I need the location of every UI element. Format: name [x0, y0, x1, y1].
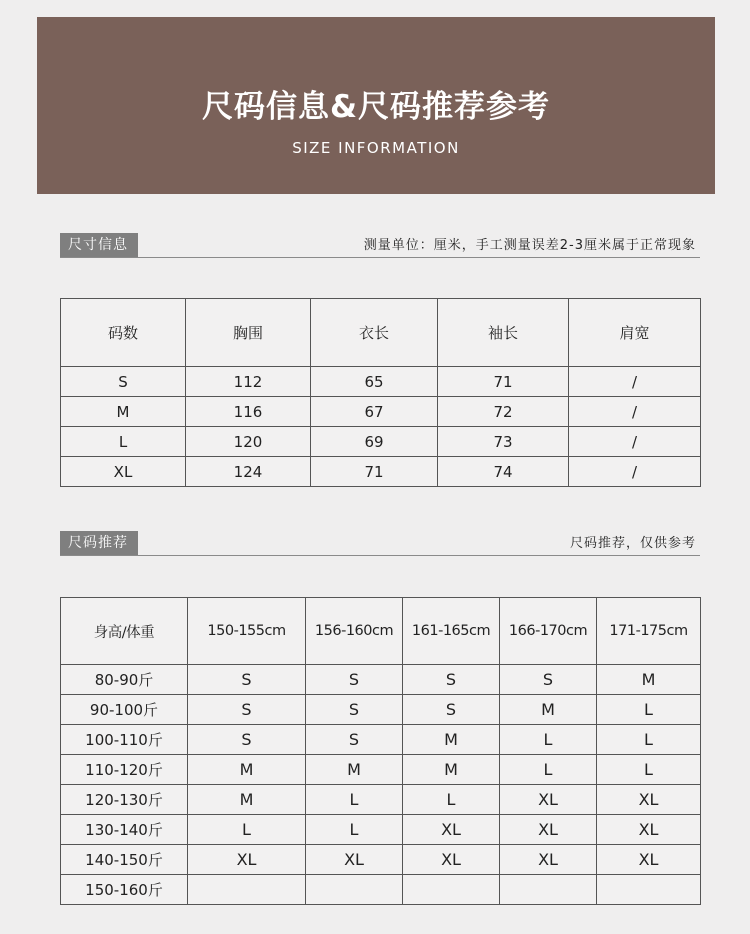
size-rec-row-label: 80-90斤 — [61, 665, 188, 695]
size-rec-cell — [403, 875, 500, 905]
size-rec-row-label: 150-160斤 — [61, 875, 188, 905]
size-info-cell: / — [569, 427, 701, 457]
size-rec-cell: M — [403, 755, 500, 785]
header-banner — [37, 17, 715, 194]
size-info-cell: / — [569, 397, 701, 427]
size-info-table — [60, 298, 701, 487]
size-info-cell: 116 — [186, 397, 311, 427]
size-info-row-label: M — [61, 397, 186, 427]
size-rec-tag: 尺码推荐 — [60, 531, 138, 555]
size-rec-cell: L — [500, 725, 597, 755]
size-info-cell: 72 — [438, 397, 569, 427]
size-info-header-cell: 袖长 — [438, 299, 569, 367]
size-rec-cell — [597, 875, 701, 905]
table-row — [61, 695, 701, 725]
page-subtitle: SIZE INFORMATION — [292, 139, 460, 157]
table-row — [61, 755, 701, 785]
size-info-row-label: S — [61, 367, 186, 397]
table-row — [61, 397, 701, 427]
size-info-note: 测量单位：厘米，手工测量误差2-3厘米属于正常现象 — [363, 238, 696, 253]
size-rec-cell: L — [500, 755, 597, 785]
size-rec-note: 尺码推荐，仅供参考 — [569, 536, 696, 551]
size-rec-cell — [500, 875, 597, 905]
size-info-header-cell: 衣长 — [311, 299, 438, 367]
size-rec-row-label: 120-130斤 — [61, 785, 188, 815]
size-info-row-label: L — [61, 427, 186, 457]
size-info-cell: / — [569, 367, 701, 397]
size-rec-row-label: 140-150斤 — [61, 845, 188, 875]
size-rec-cell — [188, 875, 306, 905]
size-rec-row-label: 130-140斤 — [61, 815, 188, 845]
size-info-cell: 120 — [186, 427, 311, 457]
size-info-header-row — [61, 299, 701, 367]
size-recommendation-table — [60, 597, 701, 905]
table-row — [61, 845, 701, 875]
size-info-header-cell: 肩宽 — [569, 299, 701, 367]
size-rec-cell: M — [188, 785, 306, 815]
size-rec-header-cell: 150-155cm — [188, 598, 306, 665]
size-rec-cell: L — [597, 755, 701, 785]
size-info-section-header — [60, 234, 700, 258]
size-rec-cell: XL — [500, 815, 597, 845]
table-row — [61, 427, 701, 457]
table-row — [61, 367, 701, 397]
size-rec-row-label: 90-100斤 — [61, 695, 188, 725]
size-rec-cell: M — [306, 755, 403, 785]
size-rec-cell: XL — [500, 845, 597, 875]
size-rec-cell: M — [500, 695, 597, 725]
size-rec-row-label: 100-110斤 — [61, 725, 188, 755]
size-info-cell: / — [569, 457, 701, 487]
size-rec-header-cell: 166-170cm — [500, 598, 597, 665]
size-rec-header-cell: 156-160cm — [306, 598, 403, 665]
size-rec-row-label: 110-120斤 — [61, 755, 188, 785]
size-rec-header-cell: 171-175cm — [597, 598, 701, 665]
size-rec-cell: S — [188, 695, 306, 725]
size-info-cell: 71 — [311, 457, 438, 487]
size-rec-cell: XL — [306, 845, 403, 875]
table-row — [61, 815, 701, 845]
table-row — [61, 785, 701, 815]
size-rec-cell: L — [403, 785, 500, 815]
size-rec-cell: S — [306, 695, 403, 725]
size-rec-cell: S — [500, 665, 597, 695]
size-rec-cell: L — [188, 815, 306, 845]
table-row — [61, 725, 701, 755]
size-info-cell: 73 — [438, 427, 569, 457]
size-rec-cell: XL — [597, 815, 701, 845]
page-title: 尺码信息&尺码推荐参考 — [201, 89, 551, 125]
size-rec-cell: XL — [403, 815, 500, 845]
size-rec-cell: S — [403, 695, 500, 725]
size-rec-cell: S — [306, 725, 403, 755]
size-rec-cell: M — [188, 755, 306, 785]
table-row — [61, 875, 701, 905]
table-row — [61, 665, 701, 695]
size-rec-cell: XL — [188, 845, 306, 875]
size-rec-cell: XL — [403, 845, 500, 875]
size-rec-header-cell: 161-165cm — [403, 598, 500, 665]
size-rec-cell: L — [597, 695, 701, 725]
size-info-cell: 71 — [438, 367, 569, 397]
table-row — [61, 457, 701, 487]
size-rec-cell: L — [306, 785, 403, 815]
size-rec-cell: L — [597, 725, 701, 755]
size-rec-cell: M — [597, 665, 701, 695]
size-info-header-cell: 码数 — [61, 299, 186, 367]
size-rec-cell: XL — [597, 785, 701, 815]
size-rec-cell: S — [188, 725, 306, 755]
size-info-cell: 74 — [438, 457, 569, 487]
size-info-cell: 65 — [311, 367, 438, 397]
size-rec-cell: S — [306, 665, 403, 695]
size-rec-cell — [306, 875, 403, 905]
size-rec-cell: XL — [500, 785, 597, 815]
size-info-cell: 67 — [311, 397, 438, 427]
size-rec-cell: L — [306, 815, 403, 845]
size-rec-cell: S — [188, 665, 306, 695]
size-rec-header-row — [61, 598, 701, 665]
size-rec-section-header — [60, 532, 700, 556]
size-info-cell: 124 — [186, 457, 311, 487]
size-info-cell: 112 — [186, 367, 311, 397]
size-info-row-label: XL — [61, 457, 186, 487]
size-rec-cell: S — [403, 665, 500, 695]
size-rec-header-cell: 身高/体重 — [61, 598, 188, 665]
size-rec-cell: XL — [597, 845, 701, 875]
size-info-header-cell: 胸围 — [186, 299, 311, 367]
size-rec-cell: M — [403, 725, 500, 755]
size-info-cell: 69 — [311, 427, 438, 457]
size-info-tag: 尺寸信息 — [60, 233, 138, 257]
